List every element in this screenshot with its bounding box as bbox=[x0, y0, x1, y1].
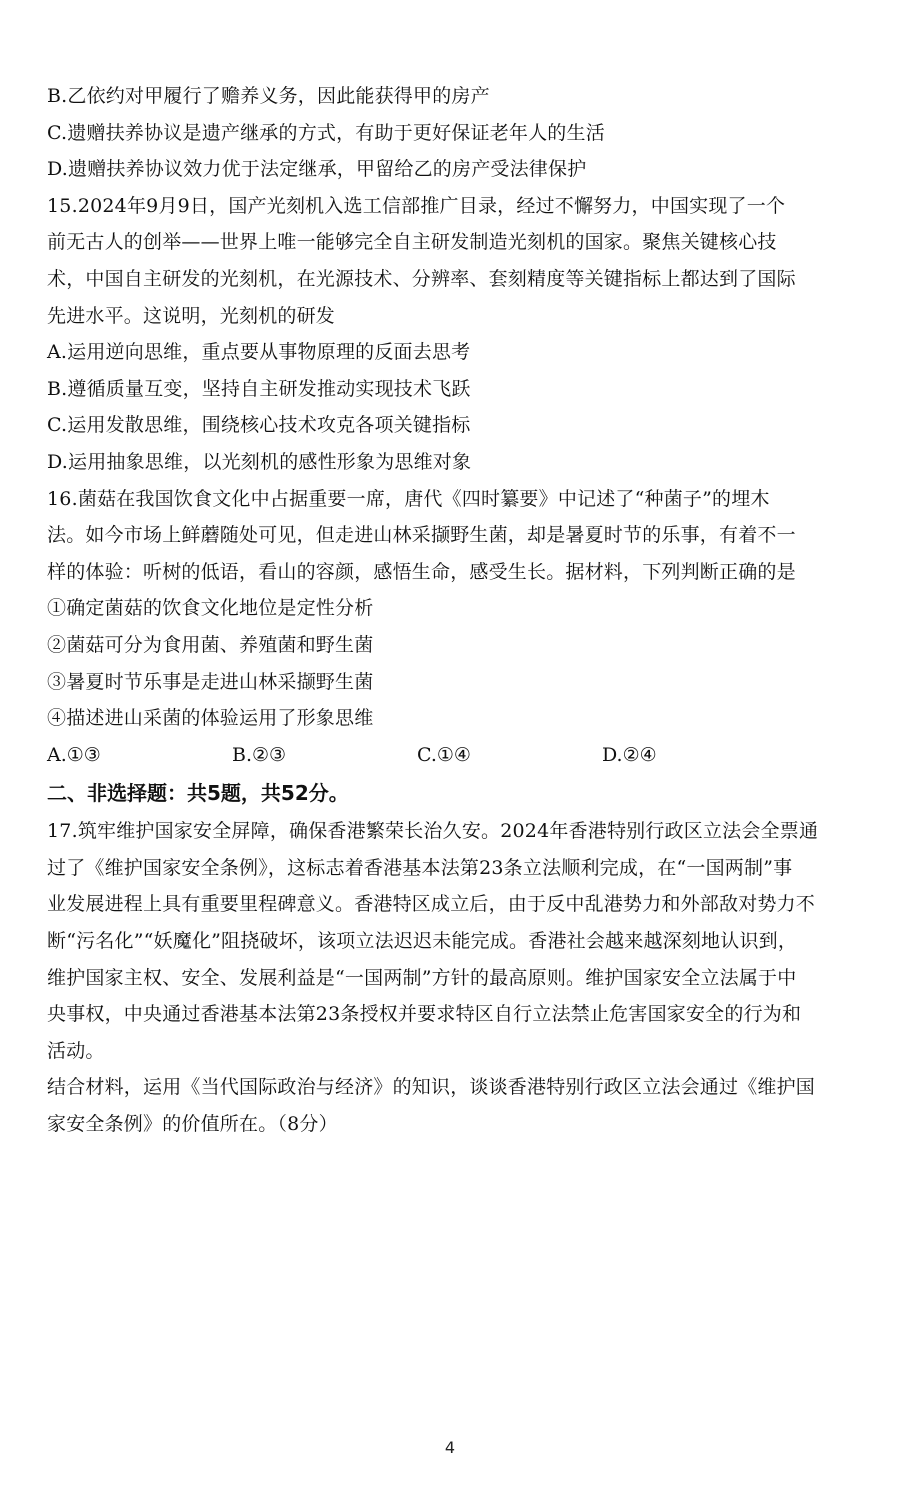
q16-options-row bbox=[47, 737, 865, 774]
q17-question-line: 家安全条例》的价值所在。（8分） bbox=[47, 1113, 338, 1136]
q17-material-line: 过了《维护国家安全条例》，这标志着香港基本法第23条立法顺利完成，在“一国两制”事 bbox=[47, 856, 793, 879]
q17-question-line: 结合材料，运用《当代国际政治与经济》的知识，谈谈香港特别行政区立法会通过《维护国 bbox=[47, 1076, 816, 1099]
q17-material-line: 17.筑牢维护国家安全屏障，确保香港繁荣长治久安。2024年香港特别行政区立法会全票通 bbox=[47, 820, 819, 843]
q15-stem-line: 先进水平。这说明，光刻机的研发 bbox=[47, 304, 336, 327]
q15-stem-line: 15.2024年9月9日，国产光刻机入选工信部推广目录，经过不懈努力，中国实现了一个 bbox=[47, 194, 786, 217]
q16-option-b: B.②③ bbox=[232, 743, 287, 766]
q15-option-a: A.运用逆向思维，重点要从事物原理的反面去思考 bbox=[47, 341, 471, 364]
q16-stem-line: 法。如今市场上鲜蘑随处可见，但走进山林采撷野生菌，却是暑夏时节的乐事，有着不一 bbox=[47, 524, 796, 547]
q15-option-c: C.运用发散思维，围绕核心技术攻克各项关键指标 bbox=[47, 414, 471, 437]
q16-statement-1: ①确定菌菇的饮食文化地位是定性分析 bbox=[47, 597, 374, 620]
q16-statement-2: ②菌菇可分为食用菌、养殖菌和野生菌 bbox=[47, 633, 374, 656]
q16-stem-line: 16.菌菇在我国饮食文化中占据重要一席，唐代《四时纂要》中记述了“种菌子”的埋木 bbox=[47, 487, 770, 510]
q16-stem-line: 样的体验：听树的低语，看山的容颜，感悟生命，感受生长。据材料，下列判断正确的是 bbox=[47, 560, 796, 583]
q15-option-d: D.运用抽象思维，以光刻机的感性形象为思维对象 bbox=[47, 450, 472, 473]
page-number: 4 bbox=[444, 1438, 456, 1457]
q14-option-c: C.遗赠扶养协议是遗产继承的方式，有助于更好保证老年人的生活 bbox=[47, 121, 605, 144]
q17-material-line: 断“污名化”“妖魔化”阻挠破坏，该项立法迟迟未能完成。香港社会越来越深刻地认识到， bbox=[47, 930, 798, 953]
q15-stem-line: 术，中国自主研发的光刻机，在光源技术、分辨率、套刻精度等关键指标上都达到了国际 bbox=[47, 267, 796, 290]
q17-material-line: 活动。 bbox=[47, 1039, 105, 1062]
q16-statement-3: ③暑夏时节乐事是走进山林采撷野生菌 bbox=[47, 670, 374, 693]
q14-option-b: B.乙依约对甲履行了赡养义务，因此能获得甲的房产 bbox=[47, 85, 490, 107]
q16-option-a: A.①③ bbox=[47, 743, 101, 766]
q16-option-c: C.①④ bbox=[417, 743, 471, 766]
q15-option-b: B.遵循质量互变，坚持自主研发推动实现技术飞跃 bbox=[47, 377, 471, 400]
exam-page-content bbox=[47, 78, 865, 1143]
section-2-title: 二、非选择题：共5题，共52分。 bbox=[47, 781, 349, 806]
q17-material-line: 央事权，中央通过香港基本法第23条授权并要求特区自行立法禁止危害国家安全的行为和 bbox=[47, 1003, 802, 1026]
q14-option-d: D.遗赠扶养协议效力优于法定继承，甲留给乙的房产受法律保护 bbox=[47, 158, 587, 181]
q15-stem-line: 前无古人的创举——世界上唯一能够完全自主研发制造光刻机的国家。聚焦关键核心技 bbox=[47, 231, 777, 254]
q17-material-line: 业发展进程上具有重要里程碑意义。香港特区成立后，由于反中乱港势力和外部敌对势力不 bbox=[47, 893, 816, 916]
q17-material-line: 维护国家主权、安全、发展利益是“一国两制”方针的最高原则。维护国家安全立法属于中 bbox=[47, 966, 797, 989]
q16-statement-4: ④描述进山采菌的体验运用了形象思维 bbox=[47, 707, 374, 730]
q16-option-d: D.②④ bbox=[602, 743, 657, 766]
